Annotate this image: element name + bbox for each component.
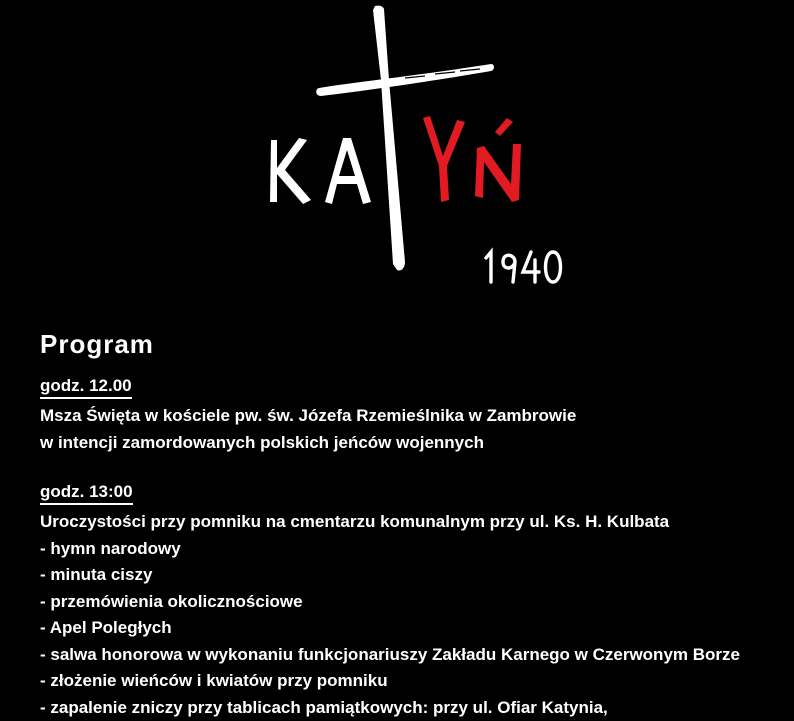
letter-n-accent	[495, 118, 513, 136]
program-item: - złożenie wieńców i kwiatów przy pomniku	[40, 668, 780, 695]
program-item: - minuta ciszy	[40, 562, 780, 589]
letter-k	[270, 138, 311, 204]
letter-y	[423, 116, 465, 202]
program-item: - hymn narodowy	[40, 536, 780, 563]
katyn-1940-logo	[255, 0, 575, 290]
cross-vertical-beam	[373, 6, 405, 271]
program-item: - przemówienia okolicznościowe	[40, 589, 780, 616]
letter-n	[475, 144, 521, 202]
program-item: - zapalenie zniczy przy tablicach pamiątkowych: przy ul. Ofiar Katynia,	[40, 695, 780, 721]
program-block-one-pm	[40, 482, 780, 721]
program-item: - Apel Poległych	[40, 615, 780, 642]
program-section	[40, 328, 780, 721]
program-block-noon	[40, 376, 780, 456]
program-item: - salwa honorowa w wykonaniu funkcjonariuszy Zakładu Karnego w Czerwonym Borze	[40, 642, 780, 669]
year-1940	[486, 252, 561, 282]
letter-a	[325, 138, 371, 204]
time-one-pm: godz. 13:00	[40, 482, 133, 505]
katyn-logo-graphic	[255, 0, 575, 290]
cross-horizontal-beam	[316, 64, 494, 96]
mass-intention-line: w intencji zamordowanych polskich jeńców wojennych	[40, 430, 780, 457]
mass-line: Msza Święta w kościele pw. św. Józefa Rzemieślnika w Zambrowie	[40, 403, 780, 430]
time-noon: godz. 12.00	[40, 376, 132, 399]
program-heading: Program	[40, 328, 780, 360]
ceremony-line: Uroczystości przy pomniku na cmentarzu komunalnym przy ul. Ks. H. Kulbata	[40, 509, 780, 536]
